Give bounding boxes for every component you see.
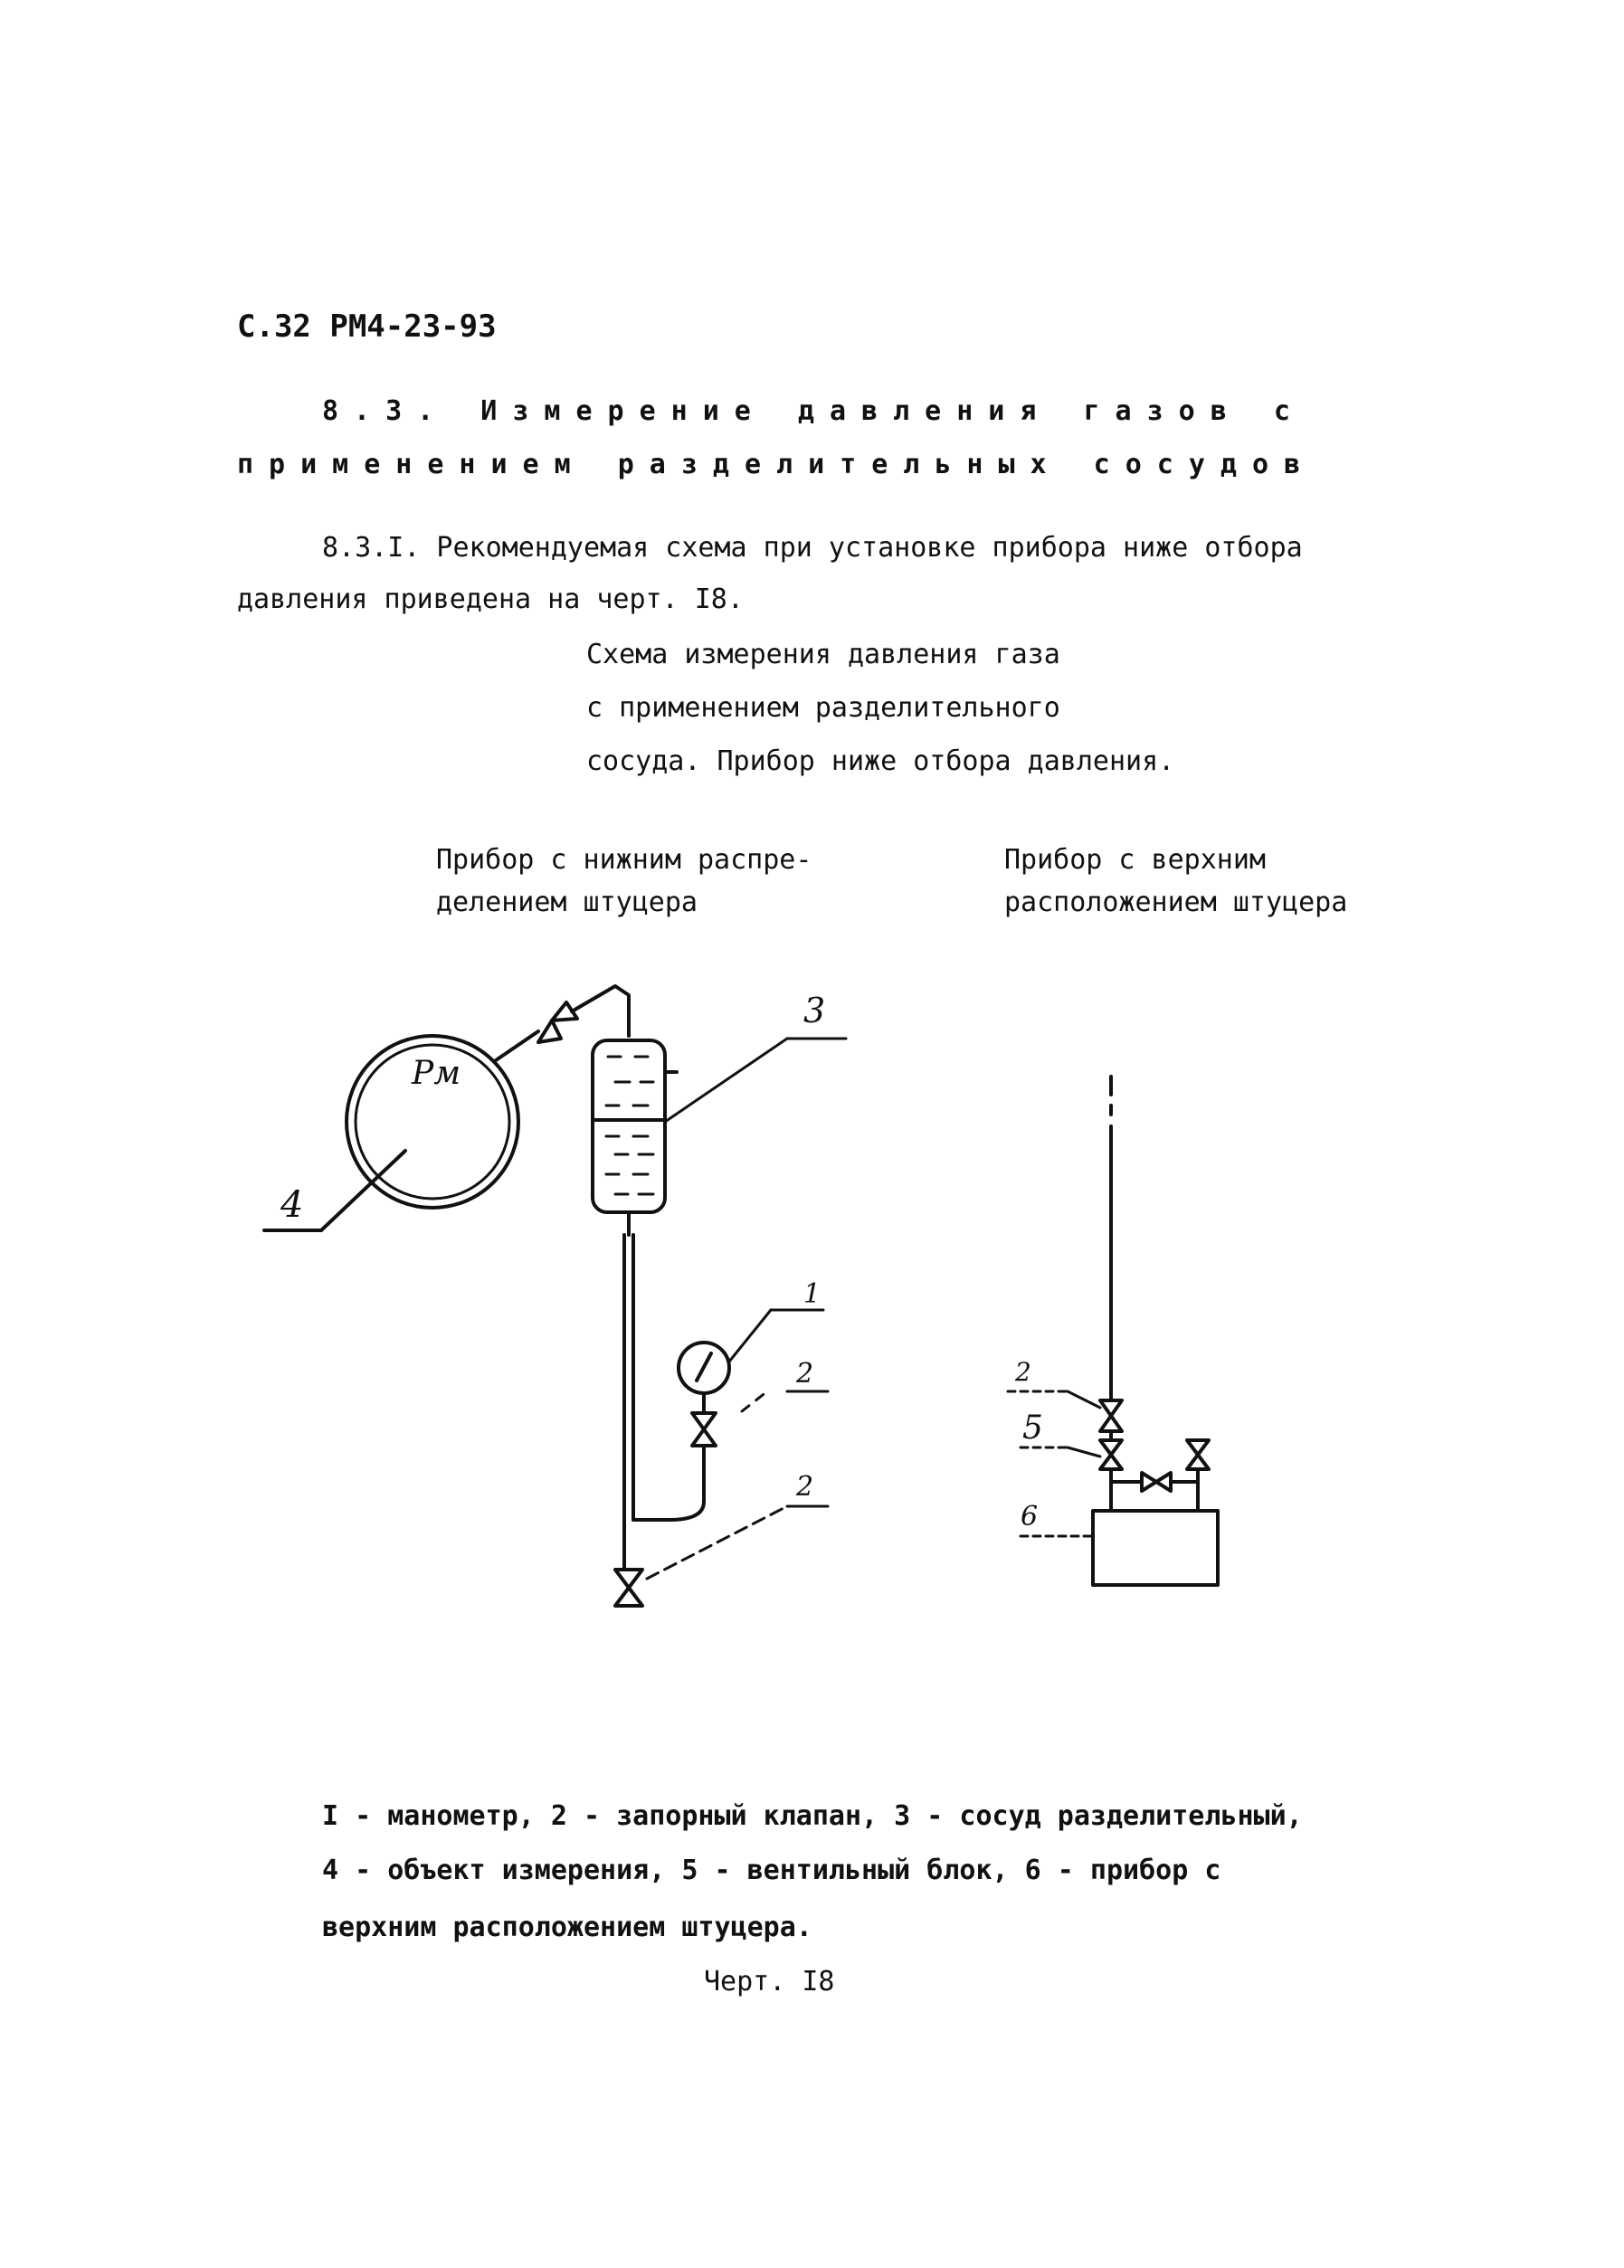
label-6: 6 xyxy=(1021,1501,1039,1533)
right-valve-2-top xyxy=(1100,1400,1122,1416)
leader-line-right-5b xyxy=(1068,1447,1100,1457)
page-reference: С.32 РМ4-23-93 xyxy=(237,308,497,345)
gauge-branch-line xyxy=(633,1446,704,1520)
leader-line-2b-a xyxy=(647,1506,787,1579)
figure-title-line1: Схема измерения давления газа xyxy=(586,639,1060,670)
label-3: 3 xyxy=(803,991,826,1030)
legend-line3: верхним расположением штуцера. xyxy=(322,1912,812,1943)
separating-vessel xyxy=(593,1040,665,1212)
right-vent-valve-top xyxy=(1187,1440,1209,1455)
figure-title-line2: с применением разделительного xyxy=(586,692,1060,724)
gauge-valve-bottom xyxy=(692,1429,716,1446)
left-caption-line2: делением штуцера xyxy=(436,887,698,918)
equalizing-valve-left xyxy=(1142,1473,1156,1491)
right-vent-valve-bottom xyxy=(1187,1455,1209,1469)
impulse-line-to-vessel xyxy=(572,986,629,1036)
leader-line-1a xyxy=(729,1310,771,1362)
right-block-valve-bottom xyxy=(1100,1455,1122,1469)
label-5: 5 xyxy=(1022,1409,1043,1447)
impulse-line-left xyxy=(496,1031,538,1060)
figure-title-line3: сосуда. Прибор ниже отбора давления. xyxy=(586,745,1175,777)
bottom-valve-bottom xyxy=(615,1588,642,1606)
gauge-valve-top xyxy=(692,1413,716,1429)
paragraph-line1: 8.3.I. Рекомендуемая схема при установке прибора ниже отбора xyxy=(322,532,1303,564)
right-caption-line1: Прибор с верхним xyxy=(1004,844,1266,876)
label-2b: 2 xyxy=(796,1471,814,1503)
legend-line2: 4 - объект измерения, 5 - вентильный блок, 6 - прибор с xyxy=(322,1855,1221,1886)
leader-line-4b xyxy=(321,1151,405,1230)
label-4: 4 xyxy=(280,1184,304,1226)
vessel-fill-dashes xyxy=(606,1057,653,1194)
right-caption-line2: расположением штуцера xyxy=(1004,887,1348,918)
leader-line-3a xyxy=(665,1039,787,1122)
manometer-needle xyxy=(697,1353,711,1381)
label-2a: 2 xyxy=(796,1358,814,1390)
equalizing-valve-right xyxy=(1156,1473,1171,1491)
right-valve-2-bottom xyxy=(1100,1416,1122,1431)
left-caption-line1: Прибор с нижним распре- xyxy=(436,844,812,876)
drawing-reference: Черт. I8 xyxy=(704,1966,835,1998)
legend-line1: I - манометр, 2 - запорный клапан, 3 - сосуд разделительный, xyxy=(322,1800,1303,1832)
instrument-box xyxy=(1093,1511,1218,1585)
section-title-line1: 8.3. Измерение давления газов с xyxy=(322,395,1306,427)
section-title-line2: применением разделительных сосудов xyxy=(237,449,1316,480)
label-2-right: 2 xyxy=(1015,1357,1031,1387)
leader-line-right-2b xyxy=(1068,1391,1100,1408)
right-block-valve-top xyxy=(1100,1440,1122,1455)
valve-symbol-upper-left xyxy=(538,1002,577,1042)
paragraph-line2: давления приведена на черт. I8. xyxy=(237,584,744,615)
label-1: 1 xyxy=(803,1278,821,1310)
label-pm: Pм xyxy=(412,1055,461,1092)
bottom-valve-top xyxy=(615,1570,642,1588)
leader-line-2a-a xyxy=(742,1391,767,1411)
